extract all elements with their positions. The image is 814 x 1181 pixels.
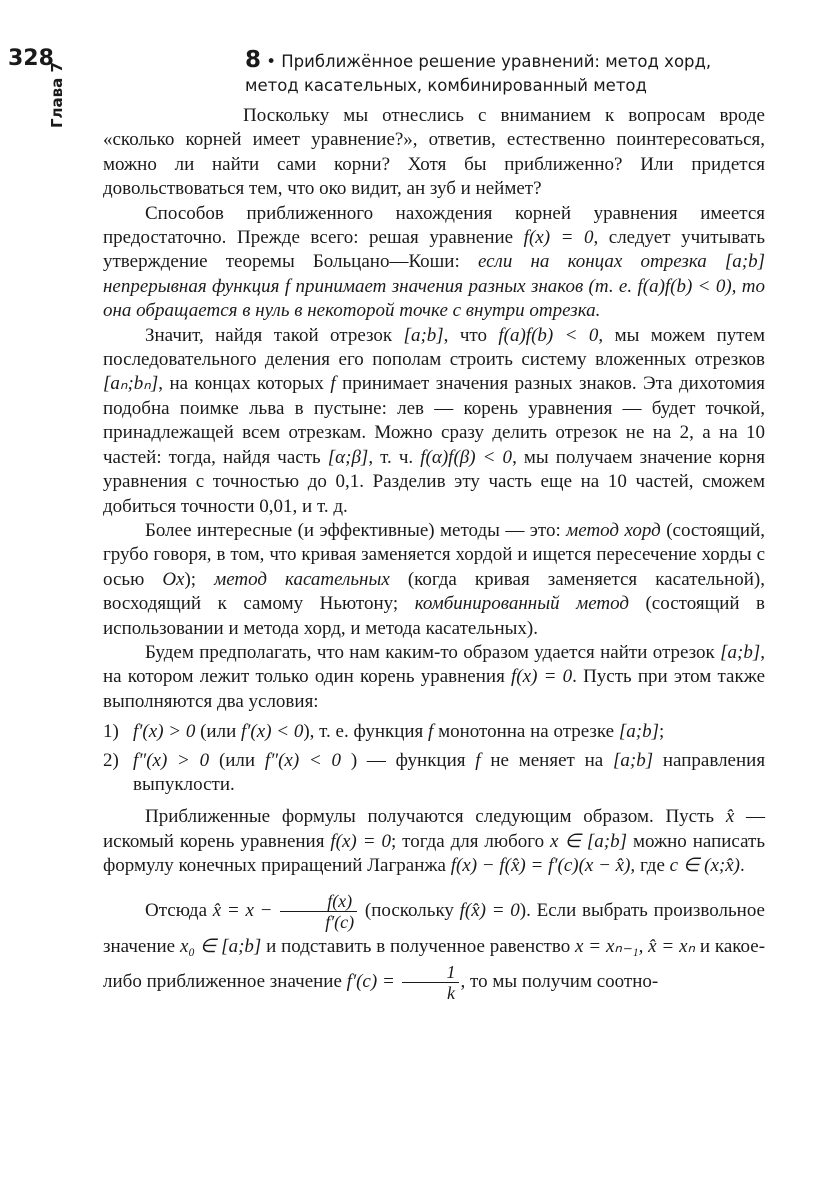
formula-x-eq-xn-1: x = xₙ₋₁, <box>575 935 644 957</box>
section-title-line1 <box>245 48 785 74</box>
condition-2 <box>103 749 765 798</box>
formula-segment-ab: [a;b] <box>720 641 761 663</box>
p6-b: — искомый корень уравнения <box>103 806 766 852</box>
c2-a: (или <box>218 749 256 771</box>
formula-lagrange: f(x) − f(x̂) = f′(c)(x − x̂), <box>450 855 636 877</box>
c2-c: не меняет на <box>490 749 604 771</box>
fraction-numerator: f(x) <box>280 891 357 912</box>
running-header <box>245 48 785 98</box>
chapter-label: Глава 7 <box>48 62 66 128</box>
p7-f: , то мы получим соотно- <box>460 970 659 992</box>
page-number: 328 <box>8 46 54 71</box>
p7-d: и подставить в полученное равенство <box>266 935 571 957</box>
formula-fa-fb: f(a)f(b) < 0 <box>498 324 599 346</box>
paragraph-7 <box>103 891 765 1003</box>
p3-a: Значит, найдя такой отрезок <box>145 324 393 346</box>
fraction-denominator: f′(c) <box>325 911 355 932</box>
p4-c: ); <box>184 568 197 590</box>
paragraph-5 <box>103 641 765 714</box>
formula-xhat-eq-xn: x̂ = xₙ <box>648 935 696 957</box>
section-title-1: Приближённое решение уравнений: метод хорд, <box>281 52 712 71</box>
condition-number: 2) <box>103 749 119 771</box>
formula-segment-an-bn: [aₙ;bₙ] <box>103 373 159 395</box>
formula-fprime-neg: f′(x) < 0 <box>241 721 304 743</box>
formula-f: f <box>475 749 481 771</box>
formula-fx-eq-0: f(x) = 0 <box>330 830 391 852</box>
section-title-2: метод касательных, комбинированный метод <box>245 76 647 95</box>
formula-fprime-pos: f′(x) > 0 <box>133 721 196 743</box>
formula-x0-in-ab: x₀ ∈ [a;b] <box>179 935 262 957</box>
p7-e: и какое-либо приближенное значение <box>103 935 766 992</box>
fraction-fx-over-fprime <box>280 891 357 932</box>
axis-ox: Ox <box>162 568 185 590</box>
formula-segment-alpha-beta: [α;β] <box>327 446 369 468</box>
p2-b: , следует учитывать утверждение теоремы Больцано—Коши: <box>103 227 765 273</box>
p2-d: непрерывная функция <box>103 275 280 297</box>
p1-text: Поскольку мы отнеслись с вниманием к вопросам вроде «сколько корней имеет уравнение?», ответив, естественно поинтересоваться, можно ли найти сами корни? Хотя бы приближенно? Или придется довольствоваться тем, что око видит, ан зуб и неймет? <box>103 105 765 200</box>
c2-d: направления выпуклости. <box>133 749 766 795</box>
formula-segment-ab: [a;b] <box>403 324 444 346</box>
p2-a: Способов приближенного нахождения корней уравнения имеется предостаточно. Прежде всего: решая уравнение <box>103 202 765 249</box>
p6-d: можно написать формулу конечных приращений Лагранжа <box>103 830 765 877</box>
p2-c: если на концах отрезка <box>477 251 707 273</box>
p3-f: , т. ч. <box>368 446 414 468</box>
p3-d: , на концах которых <box>158 373 324 395</box>
c1-c: монотонна на отрезке <box>438 721 615 743</box>
p6-f: . <box>739 855 745 877</box>
p2-f: ), то она обращается в нуль в некоторой точке с внутри отрезка. <box>103 275 766 322</box>
formula-f-xhat-zero: f(x̂) = 0 <box>459 899 520 921</box>
method-combined: комбинированный метод <box>414 593 629 615</box>
formula-fa-fb: f(a)f(b) < 0 <box>637 275 726 297</box>
body-text <box>103 104 765 1003</box>
c2-b: ) — функция <box>350 749 466 771</box>
condition-1 <box>103 720 765 744</box>
formula-f: f <box>428 721 434 743</box>
p6-e: где <box>639 855 665 877</box>
formula-fprime-c: f′(c) = <box>346 970 395 992</box>
formula-x-in-ab: x ∈ [a;b] <box>550 830 628 852</box>
formula-f: f <box>330 373 336 395</box>
conditions-list <box>103 720 765 797</box>
formula-segment-ab: [a;b] <box>618 721 659 743</box>
method-tangents: метод касательных <box>214 568 390 590</box>
condition-text <box>133 720 765 744</box>
paragraph-1 <box>103 104 765 202</box>
p7-c: ). Если выбрать произвольное значение <box>103 899 765 957</box>
paragraph-2 <box>103 202 765 324</box>
p7-a: Отсюда <box>145 899 208 921</box>
formula-xhat: x̂ <box>725 806 735 828</box>
p7-b: (поскольку <box>364 899 454 921</box>
p5-a: Будем предполагать, что нам каким-то образом удается найти отрезок <box>145 641 715 663</box>
c1-d: ; <box>658 721 665 743</box>
p4-e: (состоящий в использовании и метода хорд, и метода касательных). <box>103 593 765 639</box>
formula-xhat-eq: x̂ = x − <box>212 899 273 921</box>
p3-b: , что <box>443 324 487 346</box>
paragraph-6 <box>103 805 765 878</box>
paragraph-4 <box>103 519 765 641</box>
fraction-numerator: 1 <box>402 962 459 983</box>
p4-b: (состоящий, грубо говоря, в том, что кривая заменяется хордой и ищется пересечение хорды с осью <box>103 519 766 590</box>
formula-segment-ab: [a;b] <box>612 749 654 771</box>
c1-b: ), т. е. функция <box>303 721 424 743</box>
formula-fsecond-neg: f″(x) < 0 <box>264 749 342 771</box>
p3-e: принимает значения разных знаков. Эта дихотомия подобна поимке льва в пустыне: лев — корень уравнения — будет точкой, принадлежащей всем отрезкам. Можно сразу делить отрезок не на 2, а на 10 частей: тогда, найдя часть <box>103 373 766 468</box>
condition-text <box>133 749 765 798</box>
fraction-1-over-k <box>402 962 459 1003</box>
section-number: 8 <box>245 47 262 73</box>
p6-a: Приближенные формулы получаются следующим образом. Пусть <box>145 806 715 828</box>
p4-d: (когда кривая заменяется касательной), восходящий к самому Ньютону; <box>103 568 766 615</box>
formula-fsecond-pos: f″(x) > 0 <box>133 749 210 771</box>
p5-c: . Пусть при этом также выполняются два условия: <box>103 666 766 712</box>
formula-fx-eq-0: f(x) = 0 <box>523 227 594 249</box>
formula-f-alpha-f-beta: f(α)f(β) < 0 <box>420 446 513 468</box>
p6-c: ; тогда для любого <box>390 830 545 852</box>
formula-fx-eq-0: f(x) = 0 <box>511 666 573 688</box>
p2-e: принимает значения разных знаков (т. е. <box>295 275 633 297</box>
p3-g: , мы получаем значение корня уравнения с точностью до 0,1. Разделив эту часть еще на 10 частей, сможем добиться точности 0,01, и т. д. <box>103 446 766 517</box>
formula-c-in-interval: c ∈ (x;x̂) <box>669 855 740 877</box>
method-chords: метод хорд <box>566 519 661 541</box>
paragraph-3 <box>103 324 765 519</box>
p3-c: , мы можем путем последовательного деления его пополам строить систему вложенных отрезков <box>103 324 766 371</box>
p4-a: Более интересные (и эффективные) методы — это: <box>145 519 561 541</box>
fraction-denominator: k <box>447 982 456 1003</box>
condition-number: 1) <box>103 721 119 743</box>
formula-segment-ab: [a;b] <box>724 251 766 273</box>
formula-f: f <box>284 275 291 297</box>
section-bullet: • <box>266 52 276 71</box>
p5-b: , на котором лежит только один корень уравнения <box>103 641 766 688</box>
c1-a: (или <box>200 721 237 743</box>
